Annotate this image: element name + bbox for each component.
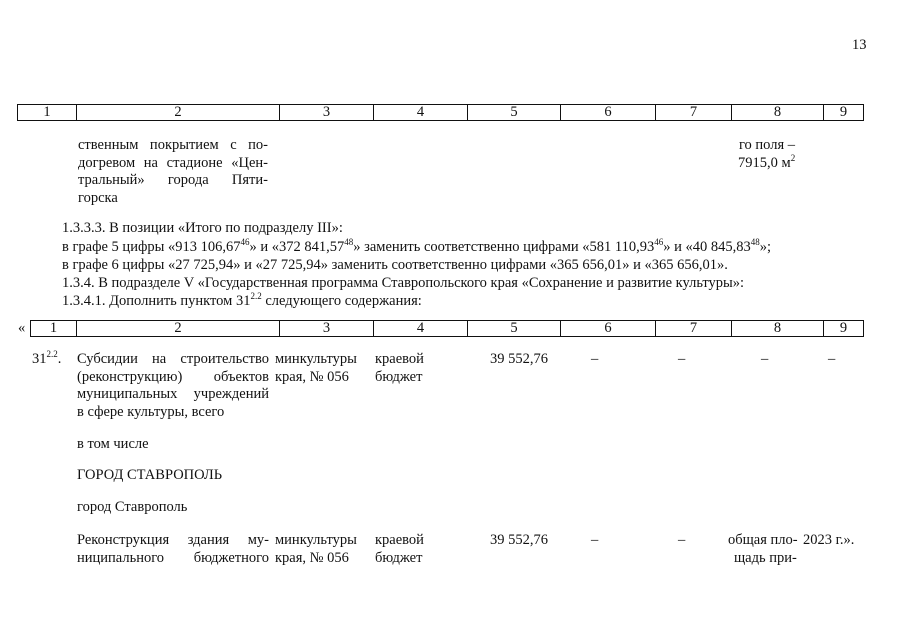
including-label: в том числе bbox=[77, 436, 149, 452]
row-main-col5: 39 552,76 bbox=[490, 351, 548, 367]
superscript: 48 bbox=[750, 237, 760, 248]
col-number-9: 9 bbox=[824, 321, 864, 337]
cell-line: щадь при- bbox=[734, 549, 797, 566]
cell-line: минкультуры bbox=[275, 351, 357, 367]
superscript: 46 bbox=[654, 237, 664, 248]
col-number-9: 9 bbox=[824, 105, 864, 121]
col-number-1: 1 bbox=[31, 321, 77, 337]
cell-line: края, № 056 bbox=[275, 549, 349, 566]
fragment-line: ственным покрытием с по- bbox=[78, 137, 268, 153]
row-recon-col9: 2023 г.». bbox=[803, 532, 855, 548]
col-number-7: 7 bbox=[656, 321, 732, 337]
col-number-3: 3 bbox=[280, 321, 374, 337]
city-label: город Ставрополь bbox=[77, 499, 188, 515]
cell-line: (реконструкцию) объектов bbox=[77, 368, 269, 385]
row-recon-col6: – bbox=[591, 532, 599, 548]
col-number-2: 2 bbox=[77, 105, 280, 121]
row-main-col4 bbox=[375, 351, 424, 386]
cell-line: краевой bbox=[375, 351, 424, 367]
cell-line: муниципальных учреждений bbox=[77, 386, 269, 402]
cell-line: края, № 056 bbox=[275, 368, 349, 385]
cell-line: Реконструкция здания му- bbox=[77, 532, 269, 548]
paragraph: 1.3.3.3. В позиции «Итого по подразделу III»: bbox=[62, 220, 343, 236]
fragment-line: догревом на стадионе «Цен- bbox=[78, 154, 268, 171]
col-number-2: 2 bbox=[77, 321, 280, 337]
paragraph: в графе 6 цифры «27 725,94» и «27 725,94» заменить соответственно цифрами «365 656,01» и «365 656,01». bbox=[62, 257, 728, 273]
text-run: 31 bbox=[32, 351, 47, 367]
cell-line: бюджет bbox=[375, 368, 423, 385]
row-recon-col2 bbox=[77, 532, 269, 567]
col-number-7: 7 bbox=[656, 105, 732, 121]
fragment-col8 bbox=[738, 137, 795, 172]
col-number-3: 3 bbox=[280, 105, 374, 121]
cell-line: ниципального бюджетного bbox=[77, 549, 269, 566]
col-number-6: 6 bbox=[561, 105, 656, 121]
text-run: . bbox=[57, 351, 62, 367]
col-number-8: 8 bbox=[732, 105, 824, 121]
text-run: в графе 5 цифры «913 106,67 bbox=[62, 239, 241, 255]
row-recon-col3 bbox=[275, 532, 357, 567]
text-run: 1.3.4.1. Дополнить пунктом 31 bbox=[62, 293, 251, 309]
superscript: 2.2 bbox=[46, 349, 58, 360]
table-header-top bbox=[17, 104, 864, 121]
col-number-4: 4 bbox=[374, 105, 468, 121]
row-recon-col7: – bbox=[678, 532, 686, 548]
text-run: следующего содержания: bbox=[261, 293, 422, 309]
fragment-line: горска bbox=[78, 189, 118, 206]
row-main-col9: – bbox=[828, 351, 836, 367]
col-number-4: 4 bbox=[374, 321, 468, 337]
superscript: 46 bbox=[240, 237, 250, 248]
fragment-line: 7915,0 м bbox=[738, 154, 791, 171]
row-main-col7: – bbox=[678, 351, 686, 367]
text-run: »; bbox=[759, 239, 772, 255]
col-number-5: 5 bbox=[468, 105, 561, 121]
text-run: » и «40 845,83 bbox=[663, 239, 751, 255]
fragment-line: го поля – bbox=[738, 137, 795, 153]
cell-line: Субсидии на строительство bbox=[77, 351, 269, 367]
cell-line: краевой bbox=[375, 532, 424, 548]
cell-line: бюджет bbox=[375, 549, 423, 566]
col-number-5: 5 bbox=[468, 321, 561, 337]
page-number: 13 bbox=[852, 37, 867, 53]
superscript: 48 bbox=[344, 237, 354, 248]
row-main-col3 bbox=[275, 351, 357, 386]
col-number-1: 1 bbox=[18, 105, 77, 121]
paragraph: 1.3.4. В подразделе V «Государственная программа Ставропольского края «Сохранение и развитие культуры»: bbox=[62, 275, 745, 291]
row-recon-col4 bbox=[375, 532, 424, 567]
superscript: 2.2 bbox=[250, 291, 262, 302]
fragment-col2 bbox=[78, 137, 268, 207]
city-caps-label: ГОРОД СТАВРОПОЛЬ bbox=[77, 467, 223, 483]
superscript: 2 bbox=[790, 152, 796, 163]
cell-line: минкультуры bbox=[275, 532, 357, 548]
text-run: » заменить соответственно цифрами «581 110,93 bbox=[353, 239, 655, 255]
table-header-bottom bbox=[30, 320, 864, 337]
row-main-col6: – bbox=[591, 351, 599, 367]
row-main-col2 bbox=[77, 351, 269, 421]
open-quote: « bbox=[18, 320, 26, 336]
cell-line: общая пло- bbox=[728, 532, 798, 548]
cell-line: в сфере культуры, всего bbox=[77, 403, 225, 420]
text-run: » и «372 841,57 bbox=[249, 239, 345, 255]
col-number-8: 8 bbox=[732, 321, 824, 337]
row-number bbox=[32, 351, 61, 369]
row-recon-col5: 39 552,76 bbox=[490, 532, 548, 548]
col-number-6: 6 bbox=[561, 321, 656, 337]
paragraph bbox=[62, 292, 422, 310]
paragraph bbox=[62, 238, 771, 256]
row-main-col8: – bbox=[761, 351, 769, 367]
fragment-line: тральный» города Пяти- bbox=[78, 172, 268, 188]
row-recon-col8 bbox=[728, 532, 798, 567]
